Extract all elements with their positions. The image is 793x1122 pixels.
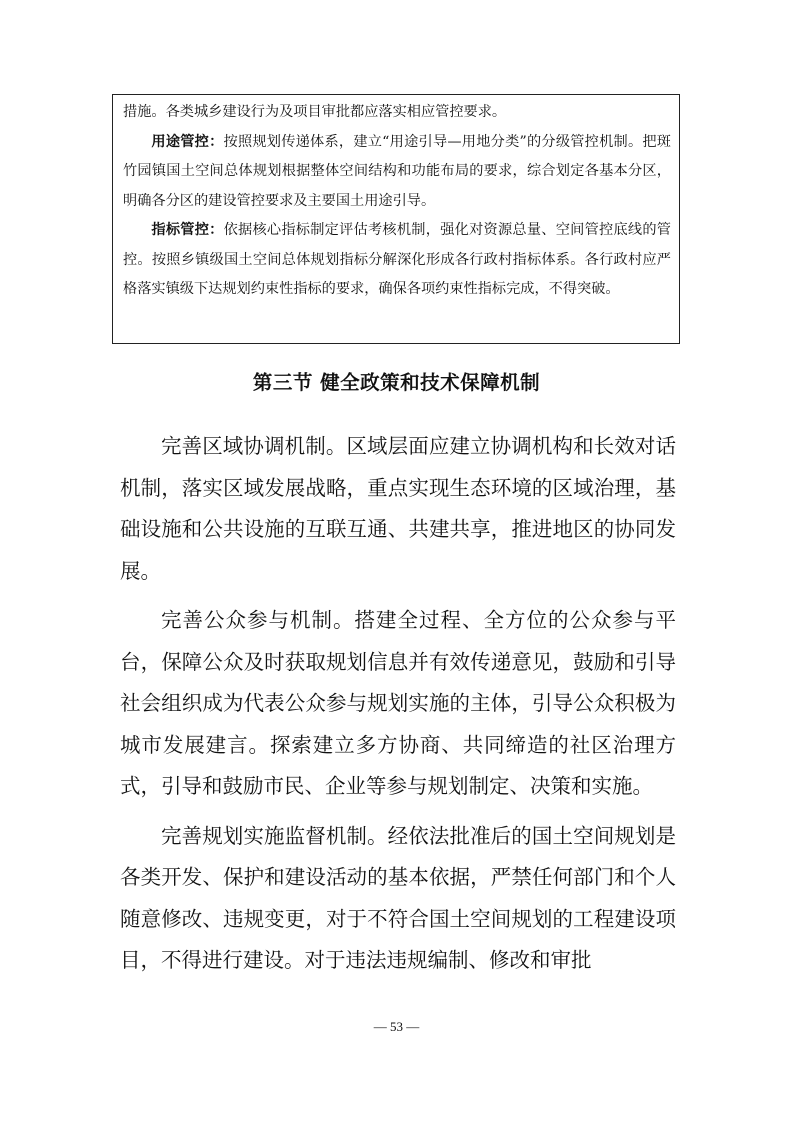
box-paragraph-text: 按照规划传递体系，建立“用途引导—用地分类”的分级管控机制。把斑竹园镇国土空间总体规划根据整体空间结构和功能布局的要求，综合划定各基本分区，明确各分区的建设管控要求及主要国土用途引导。 <box>123 133 671 209</box>
box-paragraph-text: 依据核心指标制定评估考核机制，强化对资源总量、空间管控底线的管控。按照乡镇级国土空间总体规划指标分解深化形成各行政村指标体系。各行政村应严格落实镇级下达规划约束性指标的要求，确保各项约束性指标完成，不得突破。 <box>123 222 671 297</box>
text-box <box>112 94 680 344</box>
box-paragraph-use-control <box>123 128 671 217</box>
body-paragraph-text: 经依法批准后的国土空间规划是各类开发、保护和建设活动的基本依据，严禁任何部门和个人随意修改、违规变更，对于不符合国土空间规划的工程建设项目，不得进行建设。对于违法违规编制、修改和审批 <box>120 823 677 972</box>
box-paragraph-indicator-control <box>123 216 671 305</box>
body-paragraph-implementation-supervision <box>120 816 676 982</box>
body-paragraph-regional-coordination <box>120 426 676 592</box>
body-paragraph-text: 区域层面应建立协调机构和长效对话机制，落实区域发展战略，重点实现生态环境的区域治理，基础设施和公共设施的互联互通、共建共享，推进地区的协同发展。 <box>120 434 676 583</box>
box-paragraph-lead: 指标管控： <box>151 222 224 238</box>
body-paragraph-public-participation <box>120 600 676 808</box>
main-body <box>120 426 676 990</box>
body-paragraph-lead: 完善公众参与机制。 <box>161 608 355 632</box>
box-paragraph-continuation <box>123 98 671 128</box>
body-paragraph-lead: 完善规划实施监督机制。 <box>161 823 388 848</box>
box-paragraph-text: 措施。各类城乡建设行为及项目审批都应落实相应管控要求。 <box>123 104 507 120</box>
body-paragraph-text: 搭建全过程、全方位的公众参与平台，保障公众及时获取规划信息并有效传递意见，鼓励和引导社会组织成为代表公众参与规划实施的主体，引导公众积极为城市发展建言。探索建立多方协商、共同缔造的社区治理方式，引导和鼓励市民、企业等参与规划制定、决策和实施。 <box>120 608 676 798</box>
section-title: 第三节 健全政策和技术保障机制 <box>252 371 541 394</box>
page-number: — 53 — <box>373 1019 420 1034</box>
body-paragraph-lead: 完善区域协调机制。 <box>161 434 347 458</box>
box-paragraph-lead: 用途管控： <box>151 133 224 150</box>
